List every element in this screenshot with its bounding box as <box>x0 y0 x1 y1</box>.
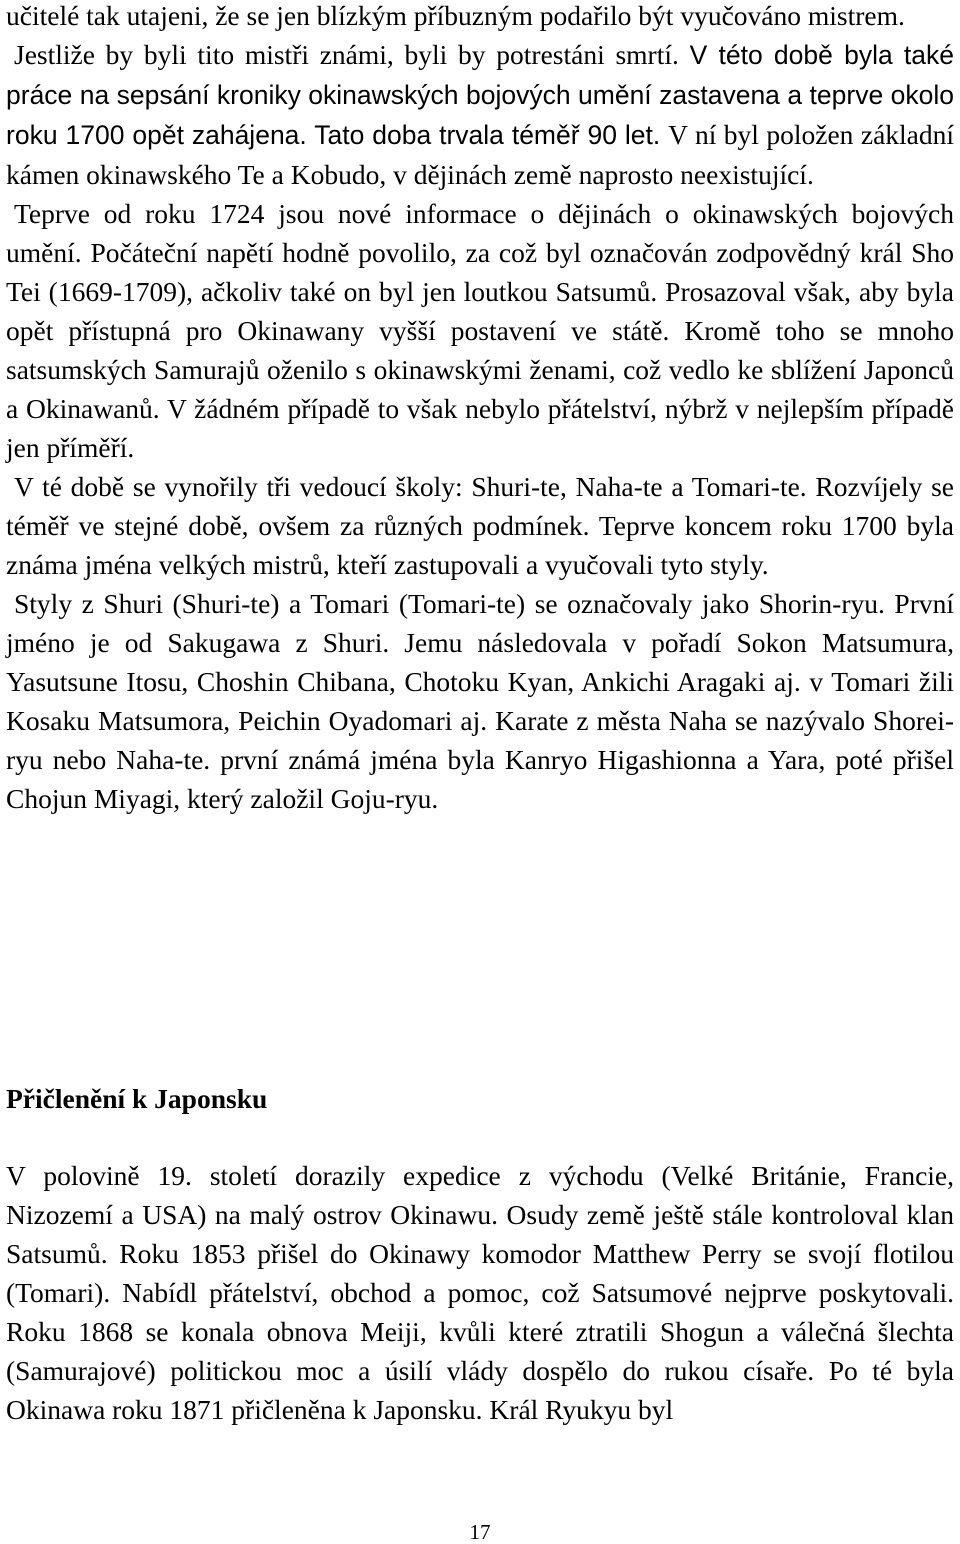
paragraph-1: učitelé tak utajeni, že se jen blízkým příbuzným podařilo být vyučováno mistrem. <box>6 0 905 31</box>
paragraph-2-part-c: V ní byl položen základní kámen okinawského Te a Kobudo, v dějinách země naprosto neexistující. <box>6 119 955 190</box>
paragraph-5: Styly z Shuri (Shuri-te) a Tomari (Tomari-te) se označovaly jako Shorin-ryu. První jméno je od Sakugawa z Shuri. Jemu následovala v pořadí Sokon Matsumura, Yasutsune Itosu, Choshin Chibana, Chotoku Kyan, Ankichi Aragaki aj. v Tomari žili Kosaku Matsumora, Peichin Oyadomari aj. Karate z města Naha se nazývalo Shorei-ryu nebo Naha-te. první známá jména byla Kanryo Higashionna a Yara, poté přišel Chojun Miyagi, který založil Goju-ryu. <box>6 588 954 814</box>
section-paragraph: V polovině 19. století dorazily expedice z východu (Velké Británie, Francie, Nizozemí a USA) na malý ostrov Okinawu. Osudy země ještě stále kontroloval klan Satsumů. Roku 1853 přišel do Okinawy komodor Matthew Perry se svojí flotilou (Tomari). Nabídl přátelství, obchod a pomoc, což Satsumové nejprve poskytovali. Roku 1868 se konala obnova Meiji, kvůli které ztratili Shogun a válečná šlechta (Samurajové) politickou moc a úsilí vlády dospělo do rukou císaře. Po té byla Okinawa roku 1871 přičleněna k Japonsku. Král Ryukyu byl <box>6 1160 954 1425</box>
page-number: 17 <box>469 1520 491 1544</box>
paragraph-4: V té době se vynořily tři vedoucí školy: Shuri-te, Naha-te a Tomari-te. Rozvíjely se téměř ve stejné době, ovšem za různých podmínek. Teprve koncem roku 1700 byla známa jména velkých mistrů, kteří zastupovali a vyučovali tyto styly. <box>6 471 954 580</box>
document-page <box>6 0 955 1425</box>
paragraph-2 <box>6 35 954 194</box>
paragraph-2-part-b: V této době byla také práce na sepsání kroniky okinawských bojových umění zastavena a teprve okolo roku 1700 opět zahájena. Tato doba trvala téměř 90 let. <box>6 40 955 150</box>
paragraph-3: Teprve od roku 1724 jsou nové informace o dějinách o okinawských bojových umění. Počáteční napětí hodně povolilo, za což byl označován zodpovědný král Sho Tei (1669-1709), ačkoliv také on byl jen loutkou Satsumů. Prosazoval však, aby byla opět přístupná pro Okinawany vyšší postavení ve státě. Kromě toho se mnoho satsumských Samurajů oženilo s okinawskými ženami, což vedlo ke sblížení Japonců a Okinawanů. V žádném případě to však nebylo přátelství, nýbrž v nejlepším případě jen příměří. <box>6 198 954 463</box>
paragraph-2-part-a: Jestliže by byli tito mistři známi, byli by potrestáni smrtí. <box>14 39 690 70</box>
section-heading: Přičlenění k Japonsku <box>6 1083 268 1114</box>
